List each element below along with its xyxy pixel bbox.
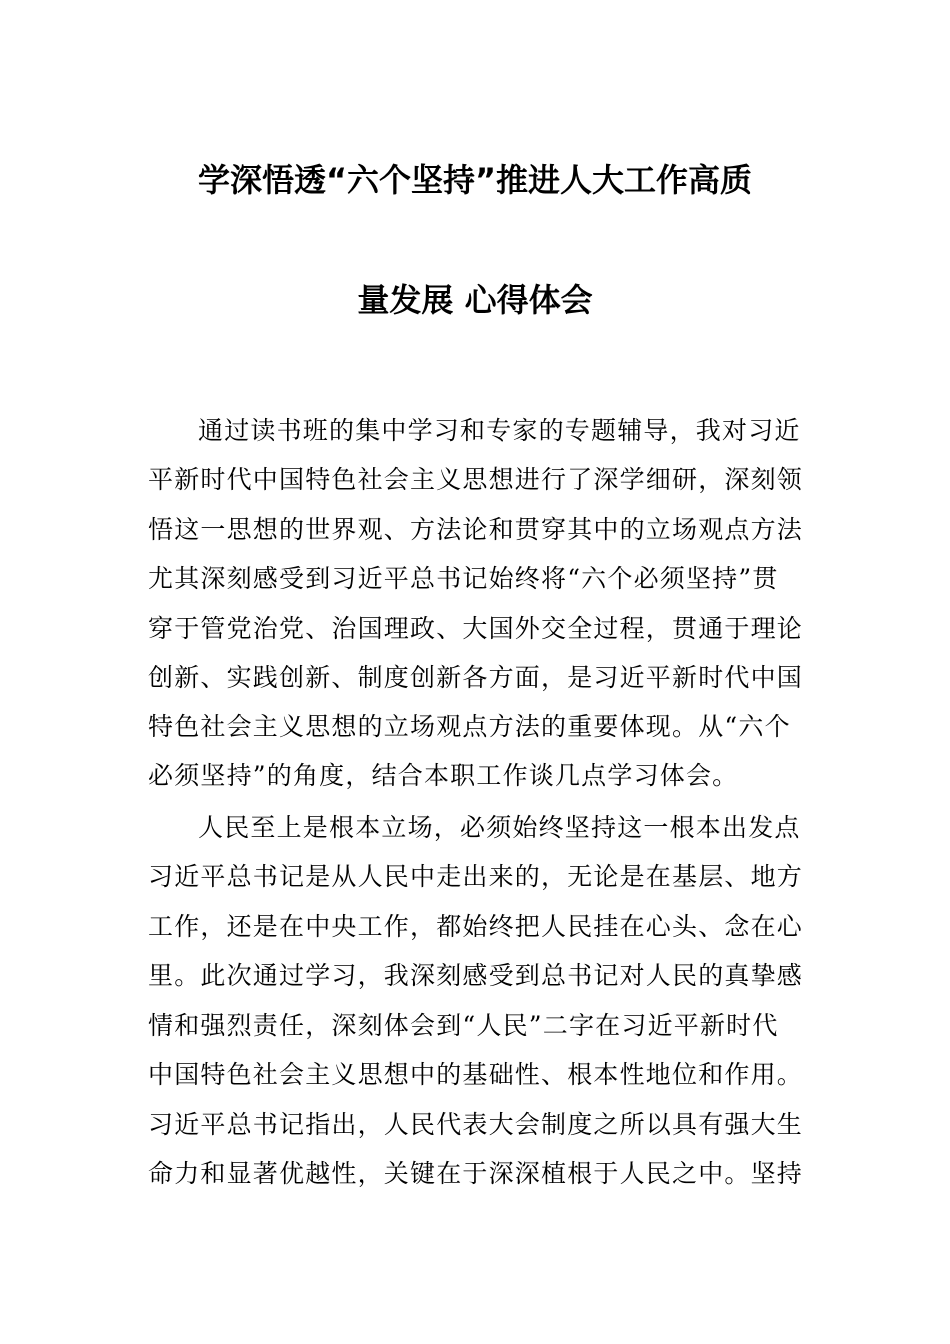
paragraph-1-line-1: 通过读书班的集中学习和专家的专题辅导，我对习近 [198,416,801,445]
paragraph-1-line-3: 悟这一思想的世界观、方法论和贯穿其中的立场观点方法 [148,515,804,544]
document-title-line-1: 学深悟透“六个坚持”推进人大工作高质 [197,161,753,199]
document-title-line-2: 量发展 心得体会 [357,281,593,319]
paragraph-1-line-8: 必须坚持”的角度，结合本职工作谈几点学习体会。 [148,761,739,790]
paragraph-1-line-2: 平新时代中国特色社会主义思想进行了深学细研，深刻领 [148,465,804,494]
paragraph-1-line-5: 穿于管党治党、治国理政、大国外交全过程，贯通于理论 [148,614,804,643]
paragraph-2-line-6: 中国特色社会主义思想中的基础性、根本性地位和作用。 [148,1060,804,1089]
paragraph-1-line-7: 特色社会主义思想的立场观点方法的重要体现。从“六个 [148,712,791,741]
paragraph-2-line-7: 习近平总书记指出，人民代表大会制度之所以具有强大生 [148,1110,804,1139]
paragraph-2-line-3: 工作，还是在中央工作，都始终把人民挂在心头、念在心 [148,912,804,941]
paragraph-2-line-5: 情和强烈责任，深刻体会到“人民”二字在习近平新时代 [148,1011,779,1040]
paragraph-2-line-2: 习近平总书记是从人民中走出来的，无论是在基层、地方 [148,862,804,891]
paragraph-2-line-8: 命力和显著优越性，关键在于深深植根于人民之中。坚持 [148,1159,804,1188]
paragraph-1-line-6: 创新、实践创新、制度创新各方面，是习近平新时代中国 [148,663,804,692]
paragraph-1-line-4: 尤其深刻感受到习近平总书记始终将“六个必须坚持”贯 [148,564,779,593]
paragraph-2-line-1: 人民至上是根本立场，必须始终坚持这一根本出发点 [198,813,801,842]
paragraph-2-line-4: 里。此次通过学习，我深刻感受到总书记对人民的真挚感 [148,961,804,990]
